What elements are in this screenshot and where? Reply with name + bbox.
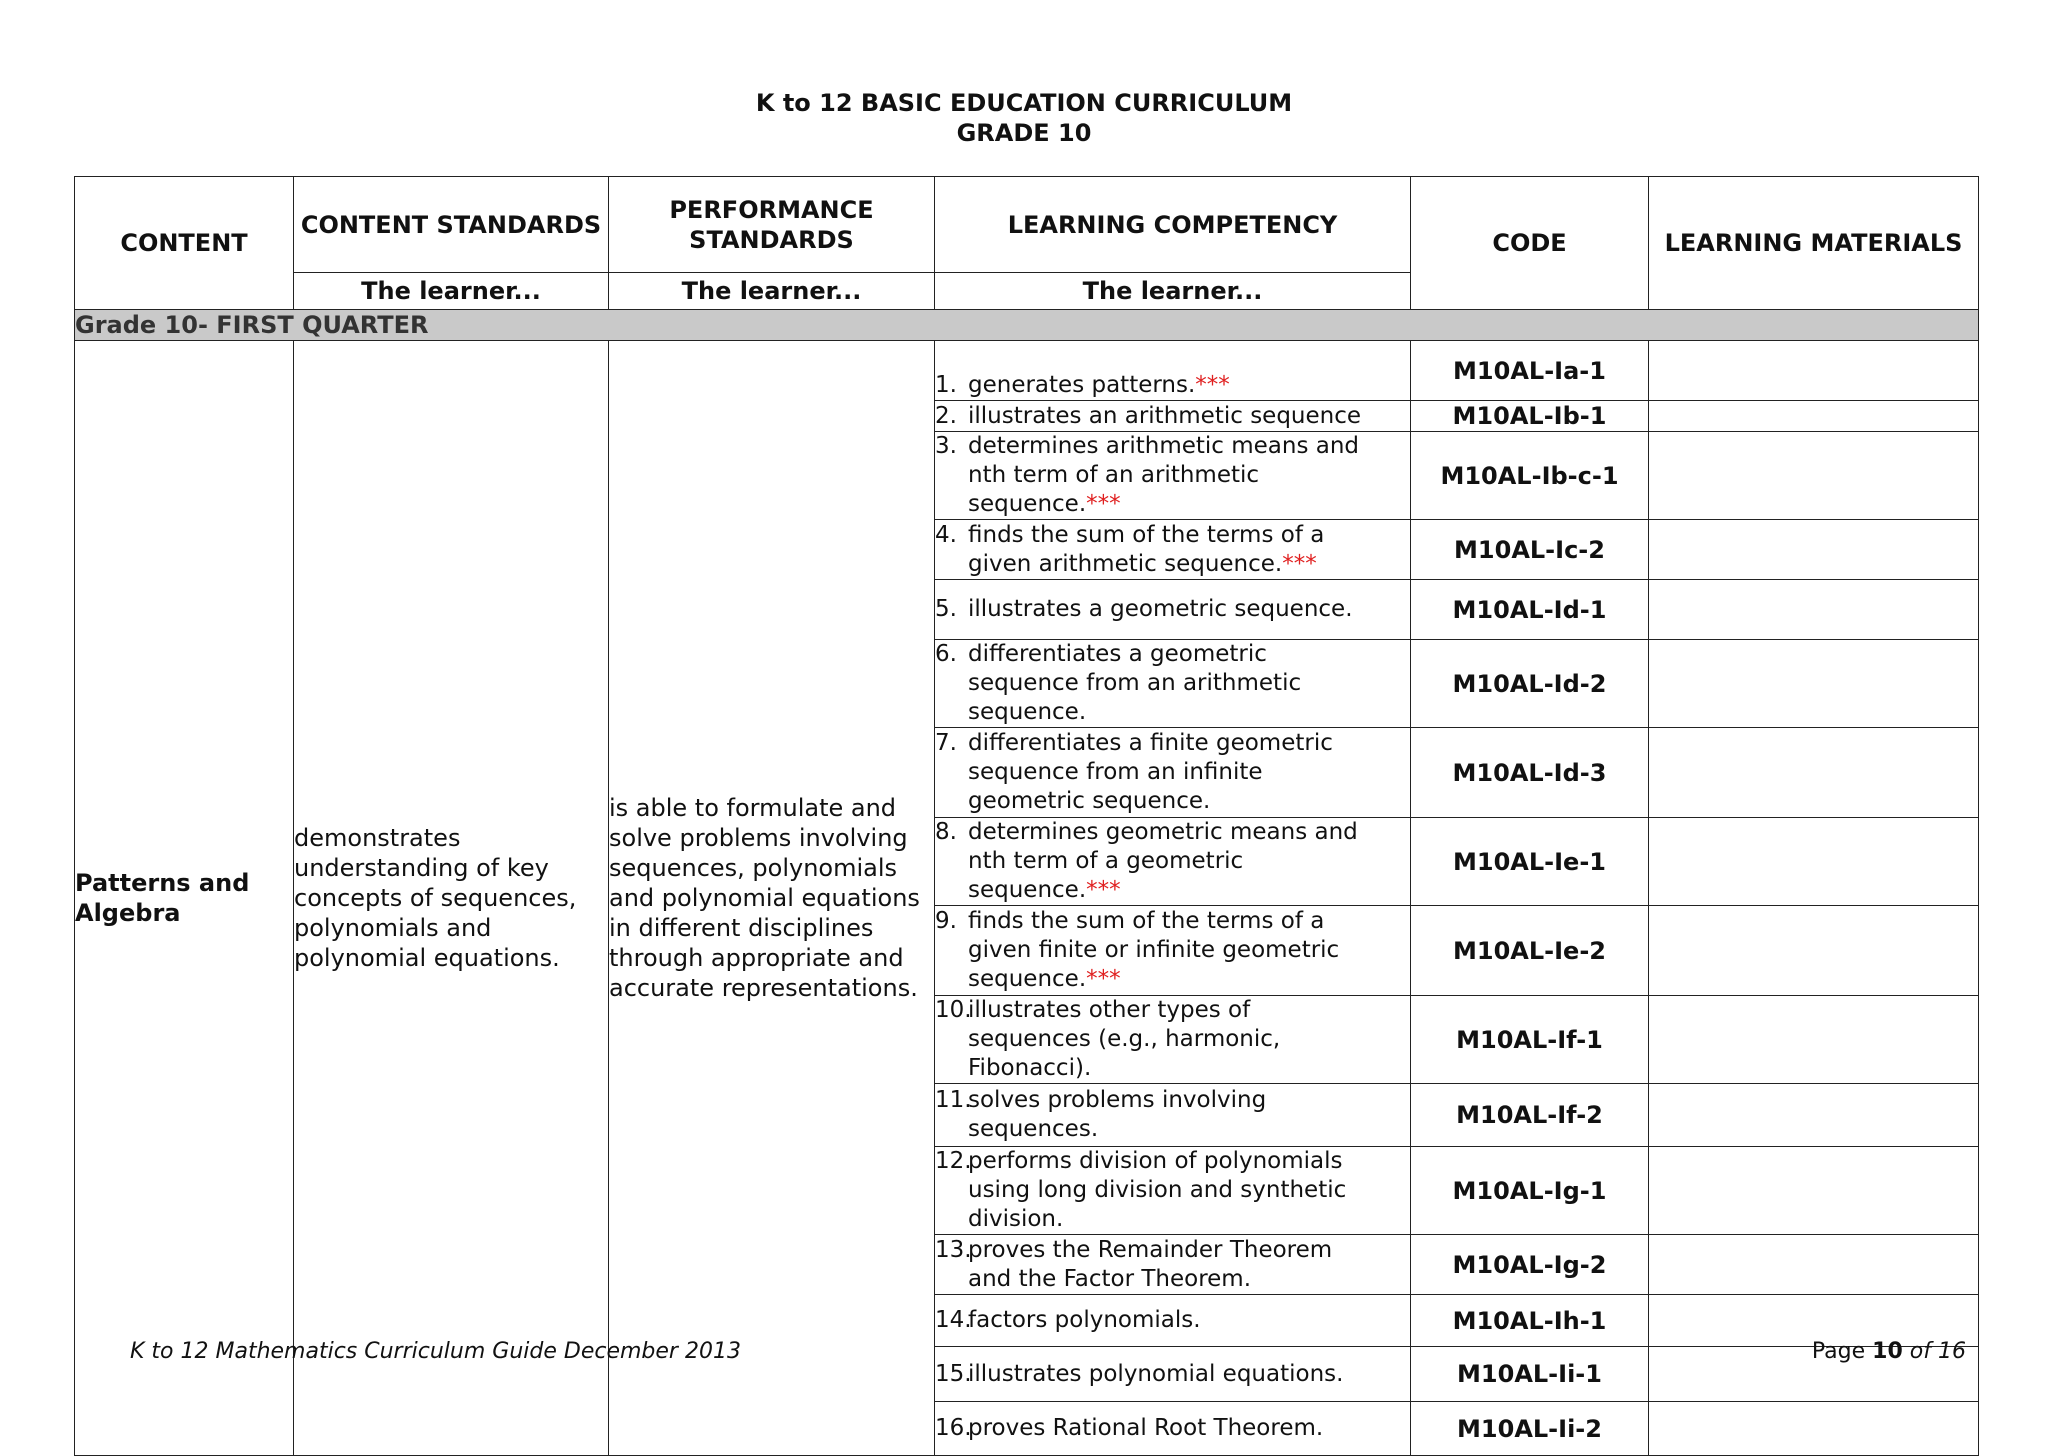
competency-code: M10AL-Id-3 [1411, 728, 1649, 818]
competency-text: solves problems involving sequences. [968, 1087, 1267, 1142]
competency-text: factors polynomials. [968, 1307, 1201, 1333]
competency-cell [935, 401, 1411, 432]
competency-number: 16. [935, 1415, 972, 1441]
competency-cell [935, 818, 1411, 906]
competency-code: M10AL-Ig-1 [1411, 1147, 1649, 1235]
competency-text-wrap [968, 1236, 1368, 1294]
competency-text-wrap [968, 1086, 1368, 1144]
learning-materials-cell [1649, 1402, 1979, 1456]
competency-number: 11. [935, 1087, 972, 1113]
page-number: 10 [1872, 1339, 1903, 1364]
content-cell: Patterns and Algebra [75, 341, 294, 1456]
competency-text-wrap [968, 402, 1368, 431]
competency-cell [935, 432, 1411, 520]
learning-materials-cell [1649, 401, 1979, 432]
priority-stars: *** [1086, 491, 1121, 517]
competency-text-wrap [968, 595, 1368, 624]
curriculum-table [74, 176, 1979, 1456]
competency-text: illustrates a geometric sequence. [968, 596, 1353, 622]
competency-row [75, 341, 1979, 401]
competency-cell [935, 906, 1411, 996]
competency-cell [935, 1235, 1411, 1295]
document-subtitle: GRADE 10 [956, 119, 1092, 147]
priority-stars: *** [1282, 550, 1317, 577]
competency-code: M10AL-Ie-1 [1411, 818, 1649, 906]
competency-text: proves Rational Root Theorem. [968, 1415, 1324, 1441]
header-code: CODE [1411, 177, 1649, 310]
learning-materials-cell [1649, 1235, 1979, 1295]
competency-cell [935, 728, 1411, 818]
competency-number: 3. [935, 433, 957, 459]
page-label: Page [1811, 1339, 1866, 1364]
competency-number: 6. [935, 641, 957, 667]
competency-text: determines arithmetic means and nth term of an arithmetic sequence. [968, 433, 1360, 517]
footer-guide-title: K to 12 Mathematics Curriculum Guide December 2013 [130, 1339, 741, 1364]
competency-text: proves the Remainder Theorem and the Factor Theorem. [968, 1236, 1333, 1292]
competency-cell [935, 1347, 1411, 1402]
competency-text-wrap [968, 1147, 1368, 1234]
competency-text-wrap [968, 729, 1368, 816]
document-title: K to 12 BASIC EDUCATION CURRICULUM [755, 89, 1293, 117]
competency-cell [935, 1402, 1411, 1456]
competency-code: M10AL-Ia-1 [1411, 341, 1649, 401]
priority-stars: *** [1086, 966, 1121, 992]
competency-code: M10AL-Id-1 [1411, 580, 1649, 640]
competency-cell [935, 520, 1411, 580]
subheader-performance-standards: The learner... [609, 273, 935, 310]
competency-cell [935, 1147, 1411, 1235]
subheader-learning-competency: The learner... [935, 273, 1411, 310]
competency-text: finds the sum of the terms of a given finite or infinite geometric sequence. [968, 908, 1340, 992]
header-learning-competency: LEARNING COMPETENCY [935, 177, 1411, 273]
competency-code: M10AL-If-2 [1411, 1084, 1649, 1147]
header-learning-materials: LEARNING MATERIALS [1649, 177, 1979, 310]
competency-number: 1. [935, 372, 957, 398]
competency-number: 8. [935, 819, 957, 845]
competency-code: M10AL-Ib-1 [1411, 401, 1649, 432]
competency-cell [935, 640, 1411, 728]
competency-text: illustrates an arithmetic sequence [968, 403, 1362, 429]
competency-text-wrap [968, 432, 1368, 519]
competency-code: M10AL-Ii-2 [1411, 1402, 1649, 1456]
competency-text-wrap [968, 1360, 1368, 1389]
competency-text: performs division of polynomials using long division and synthetic division. [968, 1148, 1347, 1232]
competency-code: M10AL-Ib-c-1 [1411, 432, 1649, 520]
header-performance-standards: PERFORMANCE STANDARDS [609, 177, 935, 273]
learning-materials-cell [1649, 520, 1979, 580]
competency-code: M10AL-If-1 [1411, 996, 1649, 1084]
learning-materials-cell [1649, 906, 1979, 996]
competency-number: 12. [935, 1148, 972, 1174]
competency-code: M10AL-Id-2 [1411, 640, 1649, 728]
learning-materials-cell [1649, 728, 1979, 818]
learning-materials-cell [1649, 996, 1979, 1084]
competency-cell [935, 341, 1411, 401]
header-content-standards: CONTENT STANDARDS [294, 177, 609, 273]
learning-materials-cell [1649, 818, 1979, 906]
competency-code: M10AL-Ig-2 [1411, 1235, 1649, 1295]
competency-cell [935, 1084, 1411, 1147]
header-content: CONTENT [75, 177, 294, 310]
competency-number: 4. [935, 521, 957, 548]
competency-text-wrap [968, 907, 1368, 994]
competency-text: generates patterns. [968, 372, 1196, 398]
subheader-content-standards: The learner... [294, 273, 609, 310]
competency-text: differentiates a geometric sequence from an arithmetic sequence. [968, 641, 1302, 725]
competency-number: 7. [935, 730, 957, 756]
competency-text: differentiates a finite geometric sequence from an infinite geometric sequence. [968, 730, 1333, 814]
competency-text-wrap [968, 1306, 1368, 1335]
competency-number: 9. [935, 908, 957, 934]
competency-cell [935, 580, 1411, 640]
performance-standard-cell: is able to formulate and solve problems involving sequences, polynomials and polynomial equations in different disciplines through appropriate and accurate representations. [609, 341, 935, 1456]
competency-code: M10AL-Ic-2 [1411, 520, 1649, 580]
learning-materials-cell [1649, 1147, 1979, 1235]
competency-text: determines geometric means and nth term of a geometric sequence. [968, 819, 1358, 903]
competency-number: 5. [935, 596, 957, 622]
competency-code: M10AL-Ie-2 [1411, 906, 1649, 996]
footer-page-number [1812, 1338, 1966, 1366]
competency-number: 14. [935, 1307, 972, 1333]
priority-stars: *** [1086, 877, 1121, 903]
competency-text-wrap [968, 1414, 1368, 1443]
competency-number: 15. [935, 1360, 972, 1387]
learning-materials-cell [1649, 341, 1979, 401]
competency-number: 2. [935, 403, 957, 429]
competency-code: M10AL-Ii-1 [1411, 1347, 1649, 1402]
competency-text-wrap [968, 818, 1368, 905]
competency-number: 10. [935, 997, 972, 1023]
learning-materials-cell [1649, 1084, 1979, 1147]
learning-materials-cell [1649, 580, 1979, 640]
competency-cell [935, 1295, 1411, 1347]
quarter-header: Grade 10- FIRST QUARTER [75, 310, 1979, 341]
learning-materials-cell [1649, 432, 1979, 520]
competency-text: illustrates polynomial equations. [968, 1360, 1344, 1387]
page-total: of 16 [1909, 1339, 1966, 1364]
competency-text-wrap [968, 521, 1368, 579]
competency-text-wrap [968, 371, 1368, 400]
competency-text-wrap [968, 640, 1368, 727]
competency-text-wrap [968, 996, 1368, 1083]
content-standard-cell: demonstrates understanding of key concepts of sequences, polynomials and polynomial equations. [294, 341, 609, 1456]
competency-number: 13. [935, 1236, 972, 1263]
competency-text: illustrates other types of sequences (e.g., harmonic, Fibonacci). [968, 997, 1281, 1081]
competency-cell [935, 996, 1411, 1084]
priority-stars: *** [1195, 372, 1230, 398]
competency-text: finds the sum of the terms of a given arithmetic sequence. [968, 521, 1325, 577]
competency-code: M10AL-Ih-1 [1411, 1295, 1649, 1347]
learning-materials-cell [1649, 640, 1979, 728]
